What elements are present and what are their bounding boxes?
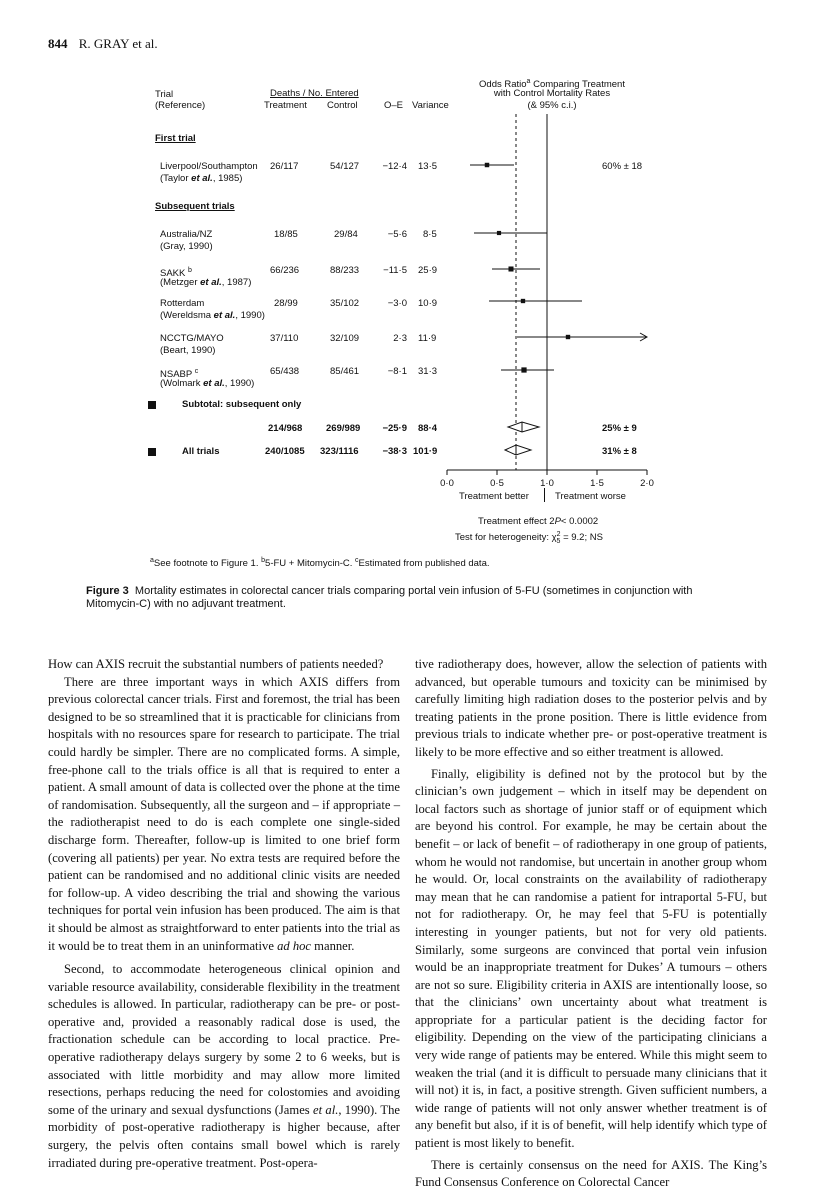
section-first-trial: First trial: [155, 133, 196, 144]
trial-control: 35/102: [330, 298, 360, 309]
point-estimate: [521, 367, 526, 372]
all-trials-label: All trials: [182, 446, 220, 457]
x-axis-tick-label: 2·0: [640, 478, 654, 489]
subtotal-label: Subtotal: subsequent only: [182, 399, 302, 410]
subtotal-oe: −25·9: [382, 423, 407, 434]
trial-variance: 10·9: [418, 298, 438, 309]
subtotal-effect: 25% ± 9: [602, 423, 637, 434]
point-estimate: [521, 299, 525, 303]
trial-control: 29/84: [334, 229, 358, 240]
trial-treatment: 26/117: [270, 161, 299, 172]
subtotal-control: 269/989: [326, 423, 361, 434]
trial-treatment: 65/438: [270, 366, 300, 377]
caption-text: Mortality estimates in colorectal cancer trials comparing portal vein infusion of 5-FU (sometimes in conjunction with Mitomycin-C) with no adjuvant treatment.: [86, 585, 693, 610]
all-trials-effect: 31% ± 8: [602, 446, 637, 457]
trial-name: Australia/NZ: [160, 229, 213, 240]
trial-reference: (Wolmark et al., 1990): [160, 378, 255, 389]
x-axis-tick-label: 0·0: [440, 478, 454, 489]
col-header-odds-ratio-2: with Control Mortality Rates: [493, 88, 611, 99]
trial-control: 85/461: [330, 366, 360, 377]
all-trials-oe: −38·3: [382, 446, 407, 457]
trial-effect: 60% ± 18: [602, 161, 643, 172]
trial-variance: 8·5: [423, 229, 437, 240]
paragraph: How can AXIS recruit the substantial numbers of patients needed?: [48, 657, 384, 671]
trial-variance: 31·3: [418, 366, 438, 377]
trial-reference: (Taylor et al., 1985): [160, 173, 243, 184]
trial-reference: (Gray, 1990): [160, 241, 213, 252]
all-trials-treatment: 240/1085: [265, 446, 305, 457]
col-header-treatment: Treatment: [264, 100, 307, 111]
heterogeneity-text: Test for heterogeneity: $\chi^2_5 = 9.2$; NS: [455, 531, 603, 546]
col-header-control: Control: [327, 100, 358, 111]
trial-reference: (Wereldsma et al., 1990): [160, 310, 265, 321]
point-estimate: [485, 163, 489, 167]
trial-treatment: 28/99: [274, 298, 298, 309]
point-estimate: [508, 266, 513, 271]
col-header-deaths-entered: Deaths / No. Entered: [270, 88, 359, 99]
x-axis-tick-label: 0·5: [490, 478, 504, 489]
summary-diamond: [508, 422, 539, 432]
trial-oe: −11·5: [383, 265, 407, 276]
point-estimate: [566, 335, 570, 339]
trial-control: 88/233: [330, 265, 360, 276]
col-header-oe: O–E: [384, 100, 404, 111]
trial-treatment: 66/236: [270, 265, 300, 276]
right-column: [415, 656, 767, 1192]
trial-control: 32/109: [330, 333, 360, 344]
trial-oe: 2·3: [393, 333, 407, 344]
trial-variance: 11·9: [418, 333, 437, 344]
point-estimate: [497, 231, 501, 235]
col-header-trial: Trial: [155, 89, 174, 100]
trial-oe: −12·4: [382, 161, 407, 172]
summary-diamond: [505, 445, 531, 455]
subtotal-variance: 88·4: [418, 423, 438, 434]
trial-treatment: 37/110: [270, 333, 299, 344]
trial-name: SAKK $^b$: [160, 267, 192, 280]
trial-oe: −3·0: [387, 298, 407, 309]
axis-right-label: Treatment worse: [555, 491, 626, 502]
running-author: R. GRAY et al.: [78, 36, 158, 51]
caption-label: Figure 3: [86, 585, 129, 597]
section-subsequent-trials: Subsequent trials: [155, 201, 235, 212]
all-trials-control: 323/1116: [320, 446, 359, 457]
paragraph: There is certainly consensus on the need for AXIS. The King’s Fund Consensus Conference on Colorectal Cancer: [415, 1157, 767, 1190]
left-column: [48, 656, 400, 1172]
trial-variance: 13·5: [418, 161, 438, 172]
trial-oe: −5·6: [387, 229, 407, 240]
trial-name: NSABP $^c$: [160, 368, 199, 381]
trial-name: Liverpool/Southampton: [160, 161, 258, 172]
trial-treatment: 18/85: [274, 229, 298, 240]
all-trials-variance: 101·9: [413, 446, 438, 457]
trial-reference: (Metzger et al., 1987): [160, 277, 252, 288]
trial-variance: 25·9: [418, 265, 438, 276]
x-axis-tick-label: 1·5: [590, 478, 604, 489]
treatment-effect-text: Treatment effect 2P< 0.0002: [478, 516, 599, 527]
col-header-reference: (Reference): [155, 100, 206, 111]
trial-name: Rotterdam: [160, 298, 205, 309]
trial-control: 54/127: [330, 161, 360, 172]
figure-footnote: $^a$See footnote to Figure 1. $^b$5-FU + Mitomycin-C. $^c$Estimated from published data.: [150, 557, 490, 570]
x-axis-tick-label: 1·0: [540, 478, 554, 489]
col-header-odds-ratio-3: (& 95% c.i.): [527, 100, 577, 111]
axis-left-label: Treatment better: [459, 491, 529, 502]
figure-caption: [86, 585, 736, 611]
trial-oe: −8·1: [387, 366, 407, 377]
paragraph: tive radiotherapy does, however, allow the selection of patients with advanced, but operable tumours and toxicity can be minimised by carefully limiting high radiation doses to the posterior pelvis and by treating patients in the prone position. There is little evidence from previous trials to indicate whether pre- or post-operative treatment is likely to be more effective and so either treatment is allowed.: [415, 657, 767, 759]
paragraph: Finally, eligibility is defined not by the protocol but by the clinician’s own judgement – which in itself may be dependent on local factors such as shortage of junior staff or of equipment which are beyond his control. For example, he may be certain about the benefit – or lack of benefit – of radiotherapy in one group of patients, whom he would not randomise, but uncertain in another group whom he would. Or, local constraints on the availability of radiotherapy may mean that he can randomise a patient for intraportal 5-FU, but not for radiotherapy. Or, he may feel that 5-FU is potentially interesting in younger patients, but not for very old patients. Similarly, some surgeons are convinced that portal vein infusion would be an inappropriate treatment for Dukes’ A tumours – others are not so sure. Eligibility criteria in AXIS are intentionally loose, so that the clinicians’ own uncertainty about what treatment is appropriate for a particular patient is the deciding factor for eligibility. Depending on the view of the participating clinicians a very wide range of patients may be entered. While this might seem to weaken the trial (and it is difficult to persuade many clinicians that it will not) it is, in fact, a positive strength. Given sufficient numbers, a wide range of patients will not only answer whether treatment is of any benefit but also, if it is of benefit, will help identify which type of patient is most likely to benefit.: [415, 766, 767, 1151]
col-header-variance: Variance: [412, 100, 449, 111]
page-number: 844: [48, 36, 68, 51]
trial-reference: (Beart, 1990): [160, 345, 216, 356]
trial-name: NCCTG/MAYO: [160, 333, 224, 344]
forest-marks: [470, 163, 647, 455]
paragraph: There are three important ways in which AXIS differs from previous colorectal cancer trials. First and foremost, the trial has been designed to be so streamlined that it is practicable for clinicians from hospitals with no resources spare for research to participate. The trial could hardly be simpler. There are no complicated forms. A simple, free-phone call to the trials office is all that is required to enter a patient. A small amount of data is collected over the phone at the time of randomisation. Subsequently, all the surgeon and – if appropriate – the radiotherapist need to do is each complete one single-sided discharge form. Thereafter, follow-up is limited to one brief form (covering all patients) per year. No extra tests are required before the patient can be randomised and no additional clinic visits are needed for follow-up. A video describing the trial and showing the various techniques for portal vein infusion has been produced. The aim is that it should be almost as straightforward to enter patients into the trial as it would be to treat them in an uninformative ad hoc manner.: [48, 674, 400, 953]
subtotal-treatment: 214/968: [268, 423, 303, 434]
paragraph: Second, to accommodate heterogeneous clinical opinion and variable resource availability, considerable flexibility in the treatment schedules is allowed. In particular, radiotherapy can be pre- or post-operative and, provided a reasonably radical dose is used, the fractionation schedule can be according to local practice. Pre-operative radiotherapy delays surgery by some 2 to 6 weeks, but is associated with little morbidity and may allow more limited resections, perhaps reducing the need for colostomies and avoiding some of the urinary and sexual dysfunctions (James et al., 1990). The morbidity of post-operative radiotherapy is higher because, after surgery, the pelvis often contains small bowel which is rarely irradiated during pre-operative treatment. Post-opera-: [48, 962, 400, 1170]
col-header-odds-ratio: Odds Ratio$^a$ Comparing Treatment: [479, 78, 625, 91]
